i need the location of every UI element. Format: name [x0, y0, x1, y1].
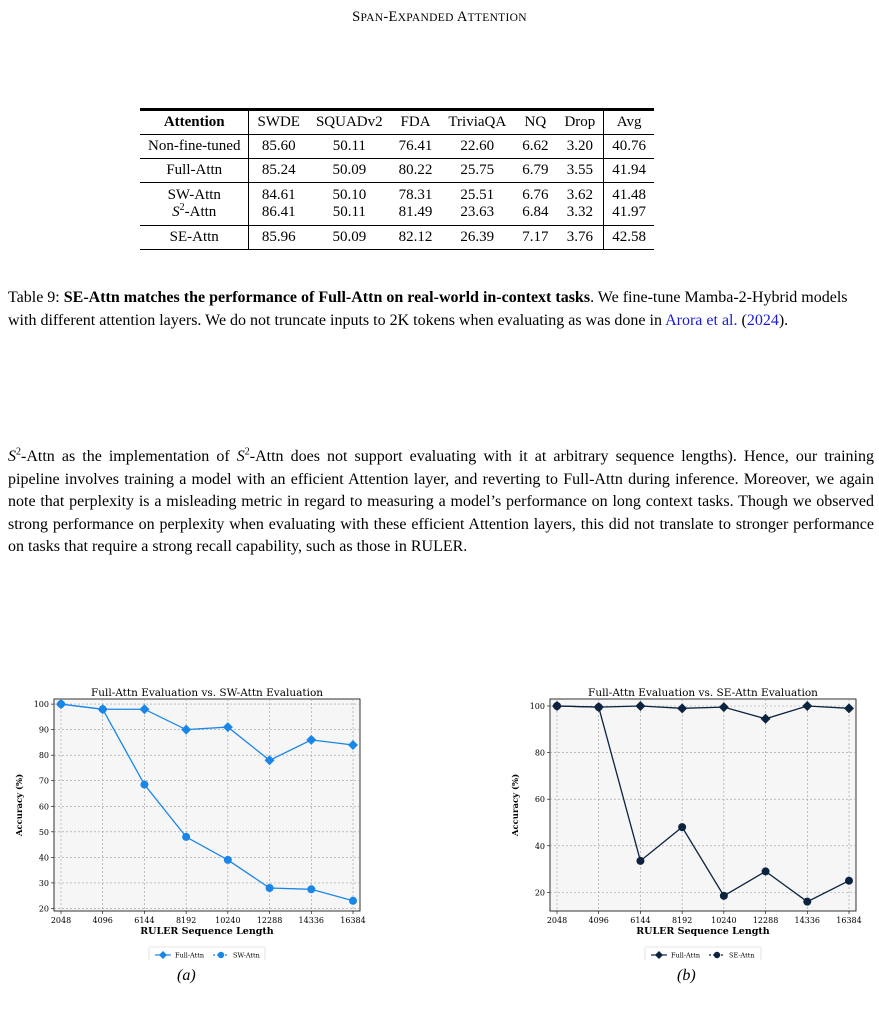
- row-name: SW-Attn: [167, 187, 221, 203]
- cell: 86.41: [249, 204, 308, 226]
- cell: 50.11: [332, 204, 366, 220]
- y-axis-label: Accuracy (%): [15, 773, 25, 837]
- col-swde: SWDE: [249, 110, 308, 135]
- data-point: [636, 857, 644, 865]
- x-tick-label: 2048: [50, 916, 72, 925]
- cell: 82.12: [398, 229, 433, 245]
- cell: 23.63: [460, 204, 495, 220]
- data-point: [349, 897, 357, 905]
- cell: 81.49: [398, 204, 433, 220]
- row-name: Full-Attn: [166, 162, 223, 178]
- row-name: SE-Attn: [169, 229, 219, 245]
- y-tick-label: 20: [38, 904, 49, 914]
- y-tick-label: 60: [534, 795, 545, 805]
- cell: 25.51: [460, 187, 495, 203]
- table-row: [140, 135, 654, 159]
- legend-marker: [218, 952, 224, 958]
- chart-title: Full-Attn Evaluation vs. SW-Attn Evaluation: [90, 687, 324, 699]
- x-tick-label: 16384: [836, 916, 862, 925]
- table-row: [140, 226, 654, 250]
- y-tick-label: 30: [38, 878, 49, 888]
- cell: 3.32: [566, 204, 593, 220]
- table-row: [140, 183, 654, 205]
- legend-label: Full-Attn: [175, 951, 205, 960]
- x-tick-label: 12288: [256, 916, 283, 925]
- legend-label: SE-Attn: [729, 951, 755, 960]
- cell: 3.62: [566, 187, 593, 203]
- x-tick-label: 8192: [671, 916, 693, 925]
- cell: 50.10: [332, 187, 367, 203]
- cell: 3.55: [566, 162, 593, 178]
- y-tick-label: 50: [38, 827, 49, 837]
- y-tick-label: 80: [534, 748, 545, 758]
- y-tick-label: 100: [529, 701, 545, 711]
- plot-area: [550, 699, 856, 911]
- cell: 78.31: [398, 187, 433, 203]
- plot-area: [54, 699, 360, 911]
- table-header-row: [140, 110, 654, 135]
- data-point: [803, 898, 811, 906]
- chart-title: Full-Attn Evaluation vs. SE-Attn Evaluation: [588, 687, 818, 699]
- x-tick-label: 8192: [175, 916, 197, 925]
- x-tick-label: 10240: [215, 916, 241, 925]
- cell: 80.22: [398, 162, 433, 178]
- table-row: [140, 204, 654, 226]
- x-tick-label: 16384: [340, 916, 366, 925]
- y-tick-label: 20: [534, 888, 545, 898]
- citation-link[interactable]: Arora et al.: [665, 311, 738, 329]
- cell-avg: 41.94: [604, 159, 654, 183]
- cell: 6.79: [522, 162, 549, 178]
- chart-b: [502, 684, 864, 960]
- col-avg: Avg: [604, 110, 654, 135]
- y-tick-label: 40: [534, 841, 545, 851]
- cell: 84.61: [249, 183, 308, 205]
- results-table: [140, 108, 654, 250]
- cell: 3.20: [566, 138, 593, 154]
- data-point: [720, 892, 728, 900]
- cell: 76.41: [398, 138, 433, 154]
- row-name: Non-fine-tuned: [148, 138, 241, 154]
- x-tick-label: 12288: [752, 916, 779, 925]
- y-tick-label: 90: [38, 725, 49, 735]
- y-tick-label: 40: [38, 853, 49, 863]
- data-point: [595, 703, 603, 711]
- cell: 26.39: [460, 229, 495, 245]
- cell: 50.09: [332, 229, 367, 245]
- cell: 22.60: [460, 138, 495, 154]
- cell-avg: 40.76: [604, 135, 654, 159]
- cell: 50.11: [332, 138, 366, 154]
- cell: 6.84: [522, 204, 549, 220]
- subfigure-label-b: (b): [677, 967, 696, 984]
- data-point: [678, 823, 686, 831]
- data-point: [182, 833, 190, 841]
- x-tick-label: 6144: [134, 916, 155, 925]
- x-tick-label: 6144: [630, 916, 651, 925]
- cell-avg: 41.97: [604, 204, 654, 226]
- data-point: [266, 884, 274, 892]
- data-point: [57, 700, 65, 708]
- x-tick-label: 14336: [298, 916, 325, 925]
- cell: 85.96: [249, 226, 308, 250]
- data-point: [99, 705, 107, 713]
- data-point: [762, 867, 770, 875]
- data-point: [140, 781, 148, 789]
- y-axis-label: Accuracy (%): [511, 773, 521, 837]
- x-tick-label: 4096: [92, 916, 113, 925]
- cell: 7.17: [522, 229, 549, 245]
- cell: 25.75: [460, 162, 495, 178]
- y-tick-label: 60: [38, 802, 49, 812]
- y-tick-label: 70: [38, 776, 49, 786]
- cell: 6.76: [522, 187, 549, 203]
- body-paragraph: $S^2$-Attn as the implementation of $S^2$-Attn does not support evaluating with it at arbitrary sequence lengths). Hence, our training pipeline involves training a model with an efficient Attention layer, and reverting to Full-Attn during inference. Moreover, we again note that perplexity is a misleading metric in regard to measuring a model’s performance on long context tasks. Though we observed strong performance on perplexity when evaluating with these efficient Attention layers, this did not translate to stronger performance on tasks that require a strong recall capability, such as those in RULER.: [8, 446, 874, 555]
- running-header: SPAN-EXPANDED ATTENTION: [352, 9, 527, 25]
- col-attention: Attention: [163, 114, 225, 130]
- cell: 3.76: [566, 229, 593, 245]
- col-fda: FDA: [400, 114, 431, 130]
- legend: [645, 947, 761, 960]
- citation-year-link[interactable]: 2024: [746, 311, 779, 329]
- legend-marker: [714, 952, 720, 958]
- col-drop: Drop: [564, 114, 596, 130]
- col-squadv2: SQUADv2: [315, 114, 383, 130]
- x-tick-label: 10240: [711, 916, 737, 925]
- data-point: [845, 877, 853, 885]
- x-tick-label: 14336: [794, 916, 821, 925]
- cell: 85.24: [249, 159, 308, 183]
- legend-label: Full-Attn: [671, 951, 701, 960]
- subfigure-label-a: (a): [177, 967, 196, 984]
- data-point: [307, 885, 315, 893]
- y-tick-label: 100: [33, 700, 49, 710]
- data-point: [224, 856, 232, 864]
- table-caption: Table 9: SE-Attn matches the performance of Full-Attn on real-world in-context tasks. We fine-tune Mamba-2-Hybrid models with different attention layers. We do not truncate inputs to 2K tokens when evaluating as was done in Arora et al. (2024).: [8, 289, 848, 329]
- chart-a: [6, 684, 368, 960]
- cell: 85.60: [249, 135, 308, 159]
- x-axis-label: RULER Sequence Length: [636, 926, 770, 937]
- cell: 50.09: [332, 162, 367, 178]
- row-name: $S^2$-Attn: [172, 202, 217, 220]
- col-nq: NQ: [524, 114, 547, 130]
- data-point: [553, 702, 561, 710]
- table-row: [140, 159, 654, 183]
- cell-avg: 42.58: [604, 226, 654, 250]
- legend: [149, 947, 265, 960]
- x-tick-label: 4096: [588, 916, 609, 925]
- cell: 6.62: [522, 138, 549, 154]
- x-tick-label: 2048: [546, 916, 568, 925]
- cell-avg: 41.48: [604, 183, 654, 205]
- y-tick-label: 80: [38, 751, 49, 761]
- col-triviaqa: TriviaQA: [448, 114, 507, 130]
- legend-label: SW-Attn: [233, 951, 260, 960]
- x-axis-label: RULER Sequence Length: [140, 926, 274, 937]
